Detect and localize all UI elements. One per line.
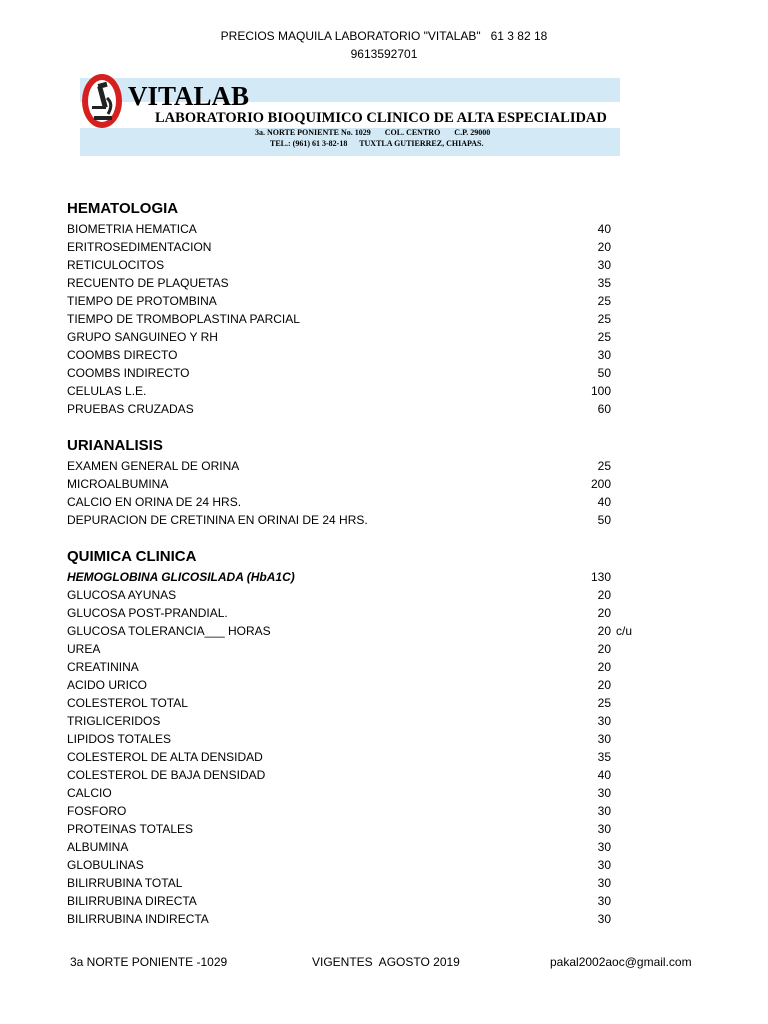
test-name: GLUCOSA TOLERANCIA___ HORAS [67, 624, 271, 638]
test-name: CREATININA [67, 660, 139, 674]
test-name: DEPURACION DE CRETININA EN ORINAI DE 24 HRS. [67, 513, 368, 527]
price-row [67, 892, 667, 910]
header-phone-line: 9613592701 [350, 47, 418, 61]
price-row [67, 766, 667, 784]
test-name: UREA [67, 642, 101, 656]
test-price: 40 [597, 222, 611, 236]
test-price: 30 [597, 732, 611, 746]
page-header [0, 27, 768, 63]
test-name: PROTEINAS TOTALES [67, 822, 194, 836]
test-name: BILIRRUBINA TOTAL [67, 876, 183, 890]
test-price: 30 [597, 714, 611, 728]
lab-phone-line [270, 139, 494, 148]
price-row [67, 820, 667, 838]
test-name: CALCIO [67, 786, 112, 800]
test-name: ERITROSEDIMENTACION [67, 240, 212, 254]
section-title: HEMATOLOGIA [67, 200, 179, 217]
test-price: 20 [597, 240, 611, 254]
test-name: BIOMETRIA HEMATICA [67, 222, 197, 236]
section-urianalisis [67, 435, 667, 529]
test-name: PRUEBAS CRUZADAS [67, 402, 194, 416]
test-name: COOMBS DIRECTO [67, 348, 178, 362]
test-name: COLESTEROL DE ALTA DENSIDAD [67, 750, 263, 764]
test-price: 60 [597, 402, 611, 416]
test-price: 20 [597, 642, 611, 656]
test-name: TIEMPO DE PROTOMBINA [67, 294, 217, 308]
price-row [67, 274, 667, 292]
price-row [67, 586, 667, 604]
test-name: COOMBS INDIRECTO [67, 366, 190, 380]
price-row [67, 748, 667, 766]
price-row [67, 640, 667, 658]
price-row [67, 364, 667, 382]
test-price: 20 [597, 678, 611, 692]
lab-description: LABORATORIO BIOQUIMICO CLINICO DE ALTA ESPECIALIDAD [155, 110, 607, 126]
price-row [67, 382, 667, 400]
price-row [67, 475, 667, 493]
lab-banner [80, 72, 620, 156]
test-name: GLOBULINAS [67, 858, 144, 872]
price-row [67, 511, 667, 529]
test-price: 25 [597, 459, 611, 473]
price-unit: c/u [616, 624, 633, 638]
test-name: GRUPO SANGUINEO Y RH [67, 330, 218, 344]
test-price: 25 [597, 330, 611, 344]
price-row [67, 874, 667, 892]
test-name: CELULAS L.E. [67, 384, 147, 398]
test-name: COLESTEROL TOTAL [67, 696, 188, 710]
test-price: 30 [597, 840, 611, 854]
price-row [67, 604, 667, 622]
lab-city: TUXTLA GUTIERREZ, CHIAPAS. [359, 139, 484, 148]
footer-validity: VIGENTES AGOSTO 2019 [312, 955, 460, 969]
price-row [67, 730, 667, 748]
test-price: 130 [590, 570, 611, 584]
test-price: 20 [597, 624, 611, 638]
price-row [67, 784, 667, 802]
test-name: LIPIDOS TOTALES [67, 732, 172, 746]
test-name: COLESTEROL DE BAJA DENSIDAD [67, 768, 266, 782]
price-row [67, 220, 667, 238]
lab-street: 3a. NORTE PONIENTE No. 1029 [255, 128, 371, 137]
section-quimica-clinica [67, 546, 667, 928]
price-row [67, 802, 667, 820]
test-price: 40 [597, 768, 611, 782]
price-row [67, 856, 667, 874]
test-price: 20 [597, 588, 611, 602]
price-row [67, 400, 667, 418]
test-price: 30 [597, 822, 611, 836]
lab-colonia: COL. CENTRO [384, 128, 441, 137]
footer-address: 3a NORTE PONIENTE -1029 [70, 955, 228, 969]
test-price: 30 [597, 786, 611, 800]
brand-name: VITALAB [128, 81, 250, 111]
test-price: 30 [597, 858, 611, 872]
price-row [67, 622, 667, 640]
test-name: ACIDO URICO [67, 678, 148, 692]
test-price: 30 [597, 912, 611, 926]
test-price: 20 [597, 606, 611, 620]
price-row [67, 238, 667, 256]
price-row [67, 910, 667, 928]
price-row [67, 838, 667, 856]
test-price: 35 [597, 276, 611, 290]
test-name: ALBUMINA [67, 840, 129, 854]
test-price: 25 [597, 294, 611, 308]
test-price: 25 [597, 696, 611, 710]
test-name: RETICULOCITOS [67, 258, 165, 272]
lab-phone: TEL.: (961) 61 3-82-18 [270, 139, 348, 148]
price-row [67, 346, 667, 364]
test-name: GLUCOSA POST-PRANDIAL. [67, 606, 228, 620]
test-name: CALCIO EN ORINA DE 24 HRS. [67, 495, 242, 509]
price-row [67, 694, 667, 712]
price-row [67, 328, 667, 346]
lab-address-line [255, 128, 502, 137]
test-price: 200 [590, 477, 611, 491]
test-price: 30 [597, 804, 611, 818]
test-price: 25 [597, 312, 611, 326]
test-name: RECUENTO DE PLAQUETAS [67, 276, 229, 290]
test-price: 20 [597, 660, 611, 674]
test-name: FOSFORO [67, 804, 127, 818]
test-name: EXAMEN GENERAL DE ORINA [67, 459, 240, 473]
price-row [67, 712, 667, 730]
test-name: GLUCOSA AYUNAS [67, 588, 177, 602]
price-row [67, 292, 667, 310]
test-price: 30 [597, 348, 611, 362]
lab-postal-code: C.P. 29000 [454, 128, 491, 137]
test-price: 35 [597, 750, 611, 764]
test-price: 40 [597, 495, 611, 509]
price-row [67, 256, 667, 274]
test-name: HEMOGLOBINA GLICOSILADA (HbA1C) [67, 570, 295, 584]
header-title-line: PRECIOS MAQUILA LABORATORIO "VITALAB" 61 3 82 18 [220, 29, 548, 43]
microscope-logo-icon [80, 72, 124, 130]
section-hematologia [67, 198, 667, 418]
price-row [67, 568, 667, 586]
footer-email: pakal2002aoc@gmail.com [550, 955, 692, 969]
test-name: TRIGLICERIDOS [67, 714, 161, 728]
test-price: 30 [597, 894, 611, 908]
price-row [67, 658, 667, 676]
price-list [67, 198, 667, 945]
section-title: URIANALISIS [67, 437, 163, 454]
price-row [67, 310, 667, 328]
test-price: 100 [590, 384, 611, 398]
price-row [67, 457, 667, 475]
price-row [67, 676, 667, 694]
test-name: TIEMPO DE TROMBOPLASTINA PARCIAL [67, 312, 300, 326]
price-row [67, 493, 667, 511]
test-price: 50 [597, 366, 611, 380]
page-footer [0, 953, 768, 971]
test-name: BILIRRUBINA INDIRECTA [67, 912, 209, 926]
test-price: 50 [597, 513, 611, 527]
test-name: BILIRRUBINA DIRECTA [67, 894, 197, 908]
test-name: MICROALBUMINA [67, 477, 169, 491]
test-price: 30 [597, 876, 611, 890]
section-title: QUIMICA CLINICA [67, 548, 197, 565]
test-price: 30 [597, 258, 611, 272]
